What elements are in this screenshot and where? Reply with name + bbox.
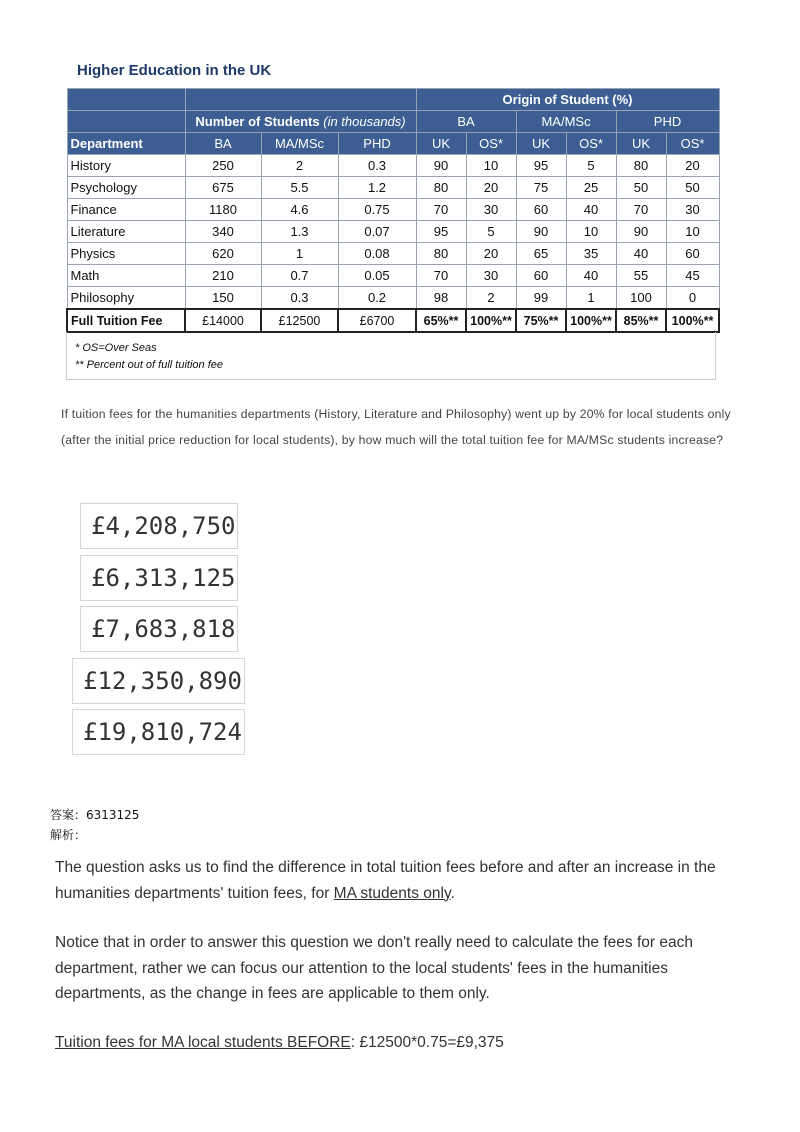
fee-ba: £14000: [185, 309, 261, 332]
cell-phd: 0.08: [338, 243, 416, 265]
col-header: OS*: [666, 133, 719, 155]
table-row: [67, 221, 719, 243]
cell-ba: 1180: [185, 199, 261, 221]
cell-ba: 250: [185, 155, 261, 177]
dept-header: Department: [67, 133, 185, 155]
cell-ba-uk: 98: [416, 287, 466, 310]
fee-row: [67, 309, 719, 332]
answer-option-1[interactable]: £4,208,750: [80, 503, 238, 549]
table-row: [67, 243, 719, 265]
cell-ba-os: 30: [466, 265, 516, 287]
dept-cell: Literature: [67, 221, 185, 243]
fee-phd: £6700: [338, 309, 416, 332]
cell-ma-uk: 60: [516, 265, 566, 287]
header-blank-students: [185, 89, 416, 111]
cell-ma-uk: 95: [516, 155, 566, 177]
fee-ba-os: 100%**: [466, 309, 516, 332]
cell-ma: 5.5: [261, 177, 338, 199]
question-text: If tuition fees for the humanities departments (History, Literature and Philosophy) went up by 20% for local students only (after the initial price reduction for local students), by how much will the total tuition fee for MA/MSc students increase?: [61, 407, 731, 447]
cell-ma-uk: 65: [516, 243, 566, 265]
cell-ma-os: 5: [566, 155, 616, 177]
cell-ma-uk: 75: [516, 177, 566, 199]
origin-header: Origin of Student (%): [416, 89, 719, 111]
explanation-paragraph-1: The question asks us to find the difference in total tuition fees before and after an increase in the humanities departments' tuition fees, for MA students only.: [55, 859, 716, 902]
cell-phd: 0.2: [338, 287, 416, 310]
answer-option-5[interactable]: £19,810,724: [72, 709, 245, 755]
education-table: [66, 88, 720, 333]
cell-ma: 2: [261, 155, 338, 177]
cell-ba-uk: 70: [416, 265, 466, 287]
cell-ba: 210: [185, 265, 261, 287]
group-ma: MA/MSc: [516, 111, 616, 133]
header-blank: [67, 89, 185, 111]
col-header: MA/MSc: [261, 133, 338, 155]
cell-phd-uk: 50: [616, 177, 666, 199]
cell-ba-os: 2: [466, 287, 516, 310]
table-notes: [66, 332, 716, 380]
col-header: UK: [416, 133, 466, 155]
dept-cell: Finance: [67, 199, 185, 221]
dept-cell: History: [67, 155, 185, 177]
fee-ba-uk: 65%**: [416, 309, 466, 332]
students-header: Number of Students (in thousands): [185, 111, 416, 133]
cell-ma: 1: [261, 243, 338, 265]
cell-ba: 675: [185, 177, 261, 199]
cell-ba-os: 5: [466, 221, 516, 243]
group-phd: PHD: [616, 111, 719, 133]
cell-phd-uk: 80: [616, 155, 666, 177]
cell-ba: 340: [185, 221, 261, 243]
cell-ba: 620: [185, 243, 261, 265]
ma-only-emphasis: MA students only: [333, 884, 451, 902]
col-header: BA: [185, 133, 261, 155]
cell-phd: 0.3: [338, 155, 416, 177]
fee-phd-uk: 85%**: [616, 309, 666, 332]
cell-ba: 150: [185, 287, 261, 310]
cell-ma-uk: 99: [516, 287, 566, 310]
fee-ma: £12500: [261, 309, 338, 332]
cell-ma-os: 40: [566, 265, 616, 287]
analysis-label: 解析：: [50, 828, 87, 842]
cell-ba-uk: 80: [416, 177, 466, 199]
cell-ba-uk: 70: [416, 199, 466, 221]
cell-ma: 0.3: [261, 287, 338, 310]
cell-phd: 1.2: [338, 177, 416, 199]
dept-cell: Philosophy: [67, 287, 185, 310]
table-row: [67, 199, 719, 221]
cell-ma-uk: 90: [516, 221, 566, 243]
table-body: [67, 155, 719, 310]
cell-ba-os: 30: [466, 199, 516, 221]
cell-ba-uk: 80: [416, 243, 466, 265]
cell-ma-os: 35: [566, 243, 616, 265]
cell-phd: 0.07: [338, 221, 416, 243]
note-percent: ** Percent out of full tuition fee: [75, 359, 223, 371]
fee-label: Full Tuition Fee: [67, 309, 185, 332]
cell-ma-os: 10: [566, 221, 616, 243]
col-header: OS*: [466, 133, 516, 155]
fee-ma-os: 100%**: [566, 309, 616, 332]
fee-ma-uk: 75%**: [516, 309, 566, 332]
cell-phd-os: 30: [666, 199, 719, 221]
cell-ma: 4.6: [261, 199, 338, 221]
header-blank-2: [67, 111, 185, 133]
group-ba: BA: [416, 111, 516, 133]
cell-phd-os: 20: [666, 155, 719, 177]
note-os: * OS=Over Seas: [75, 342, 157, 354]
col-header: PHD: [338, 133, 416, 155]
table-title: Higher Education in the UK: [77, 62, 272, 79]
cell-phd-os: 10: [666, 221, 719, 243]
explanation-paragraph-3: Tuition fees for MA local students BEFORE: £12500*0.75=£9,375: [55, 1034, 504, 1051]
answer-option-2[interactable]: £6,313,125: [80, 555, 238, 601]
col-header: UK: [516, 133, 566, 155]
cell-phd-uk: 55: [616, 265, 666, 287]
table-row: [67, 177, 719, 199]
cell-ma: 0.7: [261, 265, 338, 287]
cell-ma-uk: 60: [516, 199, 566, 221]
cell-ba-uk: 95: [416, 221, 466, 243]
cell-phd-os: 0: [666, 287, 719, 310]
cell-ma-os: 40: [566, 199, 616, 221]
dept-cell: Math: [67, 265, 185, 287]
cell-phd-uk: 40: [616, 243, 666, 265]
cell-ba-os: 20: [466, 177, 516, 199]
cell-phd-uk: 70: [616, 199, 666, 221]
cell-ba-uk: 90: [416, 155, 466, 177]
fees-before-label: Tuition fees for MA local students BEFORE: [55, 1034, 351, 1051]
table-row: [67, 155, 719, 177]
answer-option-3[interactable]: £7,683,818: [80, 606, 238, 652]
cell-phd-uk: 100: [616, 287, 666, 310]
cell-phd-os: 45: [666, 265, 719, 287]
education-table-wrapper: [66, 88, 718, 333]
cell-phd-os: 60: [666, 243, 719, 265]
dept-cell: Psychology: [67, 177, 185, 199]
cell-ba-os: 20: [466, 243, 516, 265]
cell-phd: 0.05: [338, 265, 416, 287]
table-row: [67, 265, 719, 287]
dept-cell: Physics: [67, 243, 185, 265]
fee-phd-os: 100%**: [666, 309, 719, 332]
col-header: UK: [616, 133, 666, 155]
answer-option-4[interactable]: £12,350,890: [72, 658, 245, 704]
table-row: [67, 287, 719, 310]
cell-ma-os: 25: [566, 177, 616, 199]
answer-line: 答案：6313125: [50, 808, 140, 822]
cell-ma-os: 1: [566, 287, 616, 310]
cell-phd-os: 50: [666, 177, 719, 199]
cell-phd: 0.75: [338, 199, 416, 221]
col-header: OS*: [566, 133, 616, 155]
explanation-paragraph-2: Notice that in order to answer this question we don't really need to calculate the fees for each department, rather we can focus our attention to the local students' fees in the humanities departments, as the change in fees are applicable to them only.: [55, 934, 693, 1002]
cell-ma: 1.3: [261, 221, 338, 243]
cell-ba-os: 10: [466, 155, 516, 177]
cell-phd-uk: 90: [616, 221, 666, 243]
